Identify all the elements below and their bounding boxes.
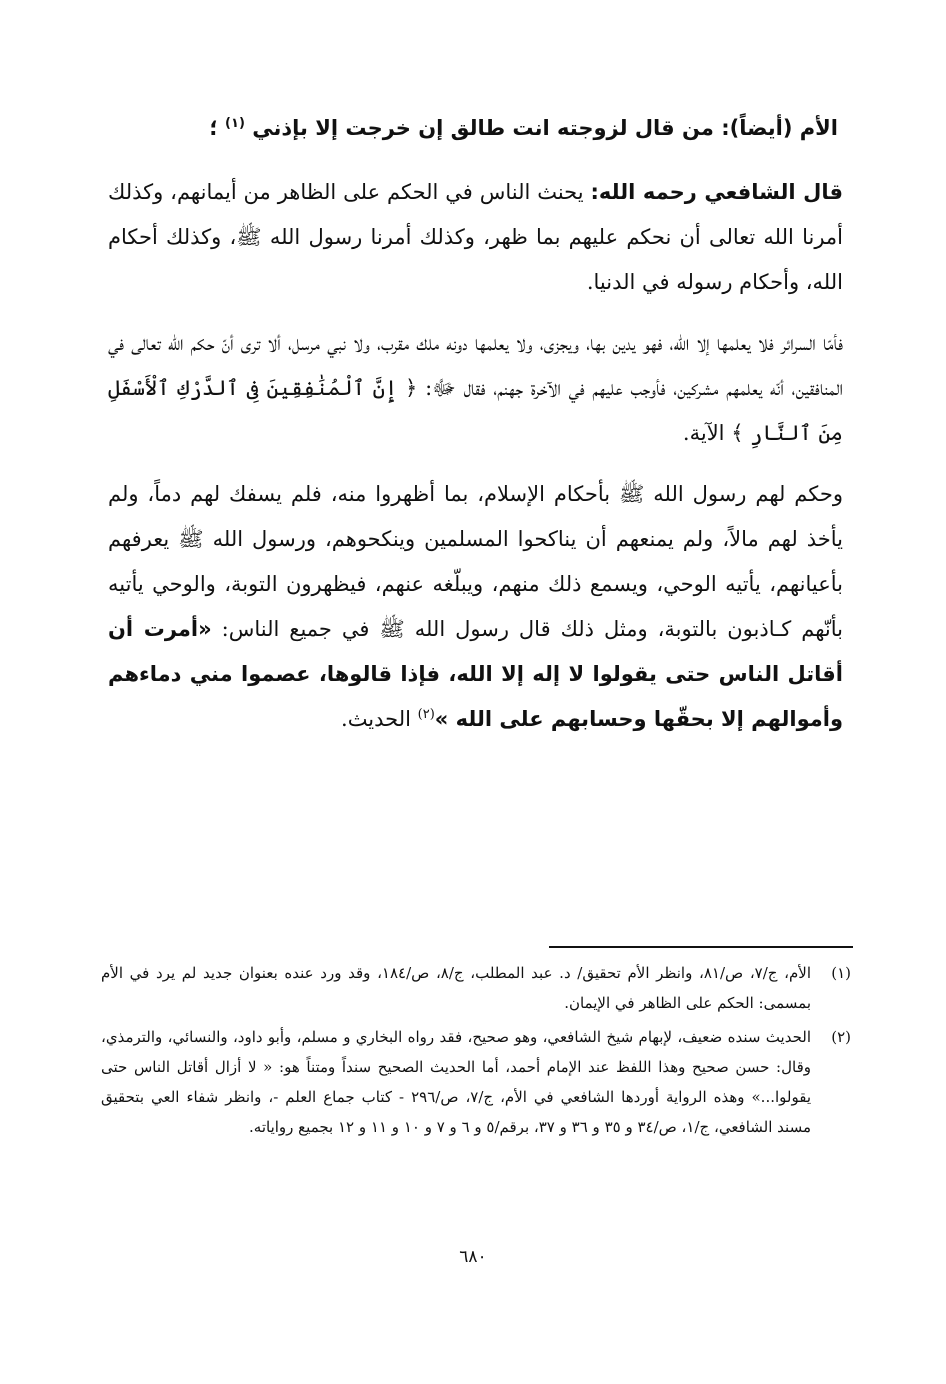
paragraph-1-lead: قال الشافعي رحمه الله: (590, 180, 843, 204)
page-number: ٦٨٠ (459, 1247, 487, 1267)
footnotes (101, 958, 851, 1146)
paragraph-3-after: الحديث. (341, 707, 411, 731)
hadith-footnote-ref[interactable]: (٢) (417, 707, 435, 722)
paragraph-1 (108, 170, 843, 305)
paragraph-3-text: وحكم لهم رسول الله ﷺ بأحكام الإسلام، بما أظهروا منه، فلم يسفك لهم دماً، ولم يأخذ لهم مالاً، ولم يمنعهم أن يناكحوا المسلمين وينكحوهم، ورسول الله ﷺ يعرفهم بأعيانهم، يأتيه الوحي، ويسمع ذلك منهم، ويبلّغه عنهم، فيظهرون التوبة، والوحي يأتيه بأنّهم كـاذبون بالتوبة، ومثل ذلك قال رسول الله ﷺ في جميع الناس: (108, 482, 843, 641)
footnote-2 (101, 1022, 851, 1142)
footnote-number: (١) (831, 964, 851, 982)
section-heading (98, 108, 838, 148)
paragraph-2-after: الآية. (682, 421, 725, 445)
footnote-divider (549, 946, 853, 948)
paragraph-1-text: يحنث الناس في الحكم على الظاهر من أيمانهم، وكذلك أمرنا الله تعالى أن نحكم عليهم بما ظهر، وكذلك أمرنا رسول الله ﷺ، وكذلك أحكام الله، وأحكام رسوله في الدنيا. (108, 180, 843, 294)
main-text (108, 170, 843, 758)
heading-text: الأم (أيضاً): من قال لزوجته انت طالق إن خرجت إلا بإذني (252, 116, 838, 140)
heading-footnote-ref[interactable]: (١) (225, 116, 245, 131)
footnote-1 (101, 958, 851, 1018)
quran-verse: ﴿ إِنَّ ٱلْمُنَٰفِقِينَ فِى ٱلدَّرْكِ ٱلْأَسْفَلِ مِنَ ٱلنَّارِ ﴾ (108, 376, 843, 445)
footnote-text: الحديث سنده ضعيف، لإبهام شيخ الشافعي، وهو صحيح، فقد رواه البخاري و مسلم، وأبو داود، والنسائي، والترمذي، وقال: حسن صحيح وهذا اللفظ عند الإمام أحمد، أما الحديث الصحيح سنداً ومتناً هو: « لا أزال أقاتل الناس حتى يقولوا...» وهذه الرواية أوردها الشافعي في الأم، ج/٧، ص/٢٩٦ - كتاب جماع العلم -، وانظر شفاء العي بتحقيق مسند الشافعي، ج/١، ص/٣٤ و ٣٥ و ٣٦ و ٣٧، برقم/٥ و ٦ و ٧ و ١٠ و ١١ و ١٢ بجميع رواياته. (101, 1028, 811, 1136)
hadith-quote: «أمرت أن أقاتل الناس حتى يقولوا لا إله إلا الله، فإذا قالوها، عصموا مني دماءهم وأموالهم إلا بحقّها وحسابهم على الله » (108, 617, 843, 731)
paragraph-2-text: فأمّا السرائر فلا يعلمها إلا الله، فهو يدين بها، ويجزى، ولا يعلمها دونه ملك مقرب، ولا نبي مرسل، ألا ترى أنّ حكم الله تعالى في المنافقين، أنّه يعلمهم مشركين، فأوجب عليهم في الآخرة جهنم، فقال ﷻ: (108, 331, 843, 400)
footnote-number: (٢) (831, 1028, 851, 1046)
heading-end-mark: ؛ (209, 116, 218, 140)
paragraph-2 (108, 321, 843, 456)
paragraph-3 (108, 472, 843, 742)
footnote-text: الأم، ج/٧، ص/٨١، وانظر الأم تحقيق/ د. عبد المطلب، ج/٨، ص/١٨٤، وقد ورد عنده بعنوان جديد لم يرد في الأم بمسمى: الحكم على الظاهر في الإيمان. (101, 964, 811, 1012)
